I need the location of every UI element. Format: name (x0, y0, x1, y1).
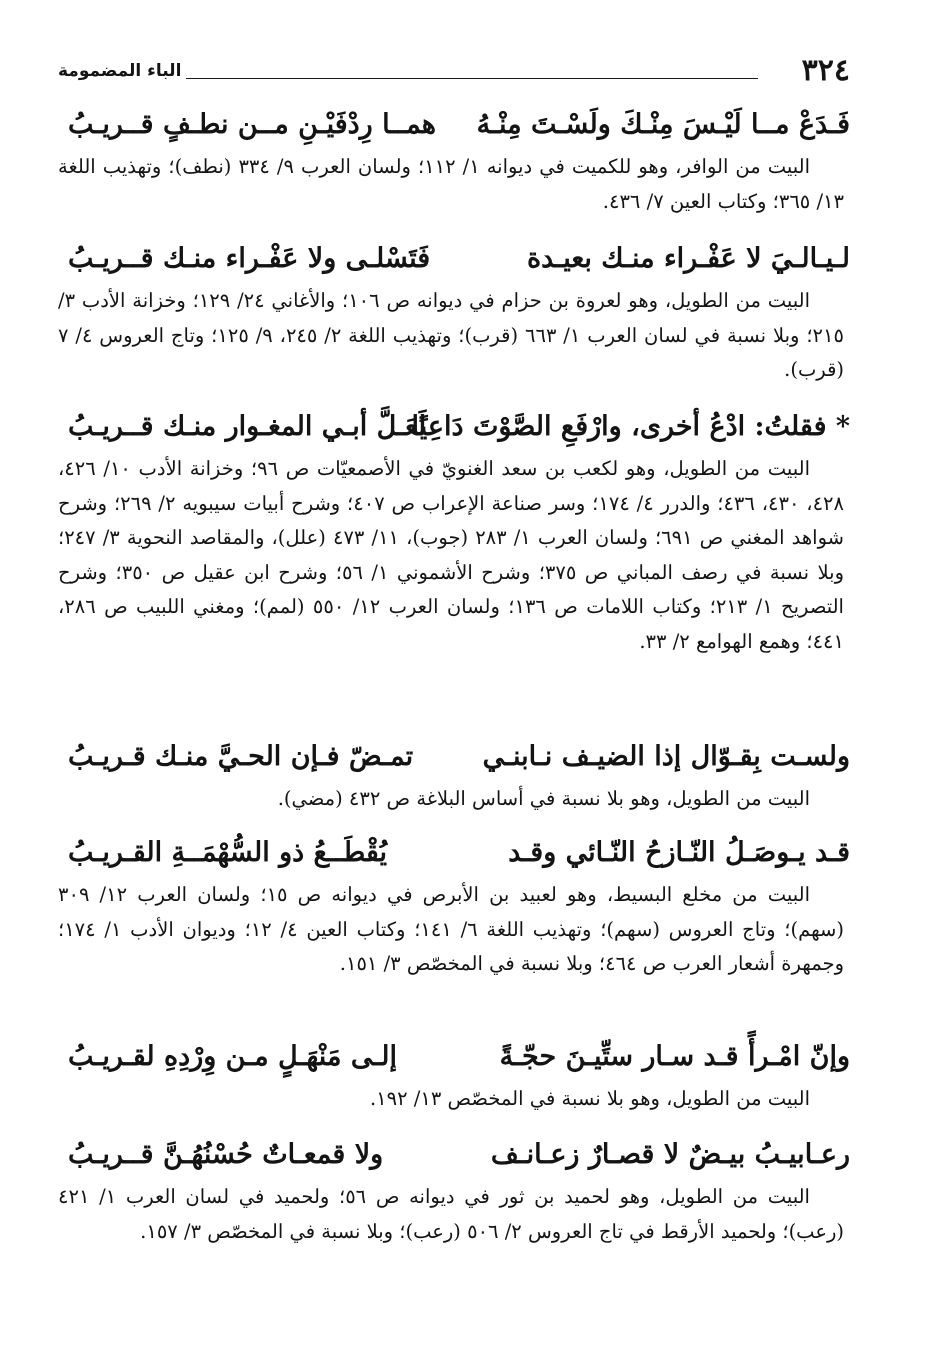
page-header (58, 52, 850, 90)
second-hemistich: إلـى مَنْهَـلٍ مـن وِرْدِهِ لقـريـبُ (68, 1041, 397, 1072)
verse-entry-2 (58, 236, 850, 388)
verse-commentary: البيت من الطويل، وهو بلا نسبة في أساس البلاغة ص ٤٣٢ (مضي). (277, 787, 810, 810)
verse-line (58, 734, 850, 780)
verse-line (58, 1034, 850, 1080)
verse-line (58, 830, 850, 876)
first-hemistich: رعـابيـبُ بيـضٌ لا قصـارٌ زعـانـف (490, 1139, 850, 1170)
verse-commentary: البيت من مخلع البسيط، وهو لعبيد بن الأبرص في ديوانه ص ١٥؛ ولسان العرب ١٢/ ٣٠٩ (سهم)؛ وتاج العروس (سهم)؛ وتهذيب اللغة ٦/ ١٤١؛ وكتاب العين ٤/ ١٢؛ وديوان الأدب ١/ ١٧٤؛ وجمهرة أشعار العرب ص ٤٦٤؛ وبلا نسبة في المخصّص ٣/ ١٥١. (58, 883, 845, 976)
verse-entry-1 (58, 102, 850, 219)
verse-commentary: البيت من الطويل، وهو بلا نسبة في المخصّص ١٣/ ١٩٢. (369, 1087, 810, 1110)
verse-line (58, 102, 850, 148)
first-hemistich: وإنّ امْـرأً قـد سـار ستِّيـنَ حجّـةً (499, 1041, 850, 1072)
verse-line (58, 236, 850, 282)
second-hemistich: همــا رِدْفَيْـنِ مــن نطـفٍ قــريـبُ (68, 109, 436, 140)
verse-entry-6 (58, 1034, 850, 1117)
verse-commentary: البيت من الطويل، وهو لحميد بن ثور في ديوانه ص ٥٦؛ ولحميد في لسان العرب ١/ ٤٢١ (رعب)؛ ولحميد الأرقط في تاج العروس ٢/ ٥٠٦ (رعب)؛ وبلا نسبة في المخصّص ٣/ ١٥٧. (58, 1185, 844, 1243)
second-hemistich: ولا قمعـاتٌ حُسْنُهُـنَّ قــريـبُ (68, 1139, 384, 1170)
second-hemistich: تمـضّ فـإن الحـيَّ منـك قـريـبُ (68, 741, 414, 772)
verse-entry-4 (58, 734, 850, 817)
verse-commentary: البيت من الوافر، وهو للكميت في ديوانه ١/ ١١٢؛ ولسان العرب ٩/ ٣٣٤ (نطف)؛ وتهذيب اللغة ١٣/ ٣٦٥؛ وكتاب العين ٧/ ٤٣٦. (58, 155, 844, 213)
header-rule (186, 78, 758, 79)
first-hemistich: * فقلتُ: ادْعُ أخرى، وارْفَعِ الصَّوْتَ دَاعِيًا (411, 411, 850, 442)
verse-entry-3 (58, 404, 850, 660)
second-hemistich: فَتَسْلـى ولا عَفْـراء منـك قــريـبُ (68, 243, 431, 274)
verse-line (58, 1132, 850, 1178)
verse-entry-5 (58, 830, 850, 982)
verse-commentary: البيت من الطويل، وهو لكعب بن سعد الغنويّ في الأصمعيّات ص ٩٦؛ وخزانة الأدب ١٠/ ٤٢٦، ٤٢٨، ٤٣٠، ٤٣٦؛ والدرر ٤/ ١٧٤؛ وسر صناعة الإعراب ص ٤٠٧؛ وشرح أبيات سيبويه ٢/ ٢٦٩؛ وشرح شواهد المغني ص ٦٩١؛ ولسان العرب ١/ ٢٨٣ (جوب)، ١١/ ٤٧٣ (علل)، والمقاصد النحوية ٣/ ٢٤٧؛ وبلا نسبة في رصف المباني ص ٣٧٥؛ وشرح الأشموني ١/ ٥٦؛ وشرح ابن عقيل ص ٣٥٠؛ وشرح التصريح ١/ ٢١٣؛ وكتاب اللامات ص ١٣٦؛ ولسان العرب ١٢/ ٥٥٠ (لمم)؛ ومغني اللبيب ص ٢٨٦، ٤٤١؛ وهمع الهوامع ٢/ ٣٣. (58, 457, 844, 653)
first-hemistich: فَـدَعْ مــا لَيْـسَ مِنْـكَ ولَسْـتَ مِنْـهُ (476, 109, 850, 140)
page-number: ٣٢٤ (801, 53, 850, 88)
verse-line (58, 404, 850, 450)
section-title: الباء المضمومة (58, 61, 182, 81)
first-hemistich: قـد يـوصَـلُ النّـازحُ النّـائي وقـد (508, 837, 850, 868)
verse-entry-7 (58, 1132, 850, 1249)
first-hemistich: لـيـالـيَ لا عَفْـراء منـك بعيـدة (526, 243, 850, 274)
second-hemistich: يُقْطَــعُ ذو السُّهْمَــةِ القـريـبُ (68, 837, 388, 868)
verse-commentary: البيت من الطويل، وهو لعروة بن حزام في ديوانه ص ١٠٦؛ والأغاني ٢٤/ ١٢٩؛ وخزانة الأدب ٣/ ٢١٥؛ وبلا نسبة في لسان العرب ١/ ٦٦٣ (قرب)؛ وتهذيب اللغة ٢/ ٢٤٥، ٩/ ١٢٥؛ وتاج العروس ٤/ ٧ (قرب). (58, 289, 844, 382)
first-hemistich: ولسـت بِقـوّال إذا الضيـف نـابنـي (482, 741, 850, 772)
second-hemistich: لَعَـلَّ أبـي المغـوار منـك قــريـبُ (68, 411, 427, 442)
